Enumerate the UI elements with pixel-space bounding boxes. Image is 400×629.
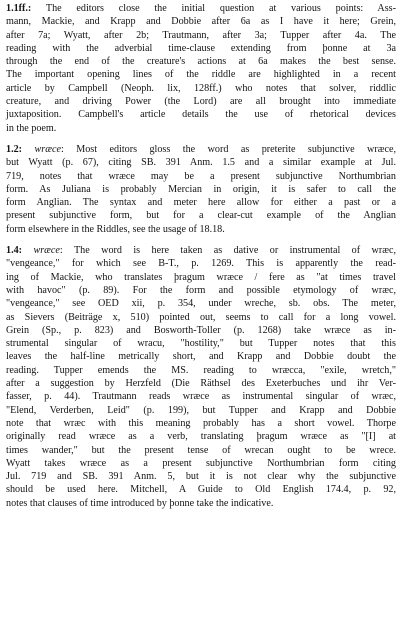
note-line: Wyatt takes wræce as a present subjunctive Northumbrian form citing <box>6 457 396 469</box>
note-line <box>6 2 396 15</box>
note-line: present subjunctive form, but for a clear-cut example of the Anglian <box>6 210 396 222</box>
note-1-1ff <box>6 2 396 135</box>
note-line: "vengeance," see OED xii, p. 354, under wreche, sb. obs. The meter, <box>6 298 396 310</box>
note-line: "Elend, Verderben, Leid" (p. 199), but Tupper and Krapp and Dobbie <box>6 404 396 416</box>
note-line: through the end of the creature's actions at 6a makes the best sense. <box>6 56 396 68</box>
note-headword: wræce <box>34 143 61 155</box>
note-line: strumental singular of wracu, "hostility," but Tupper notes that this <box>6 338 396 350</box>
note-line: after 7a; Wyatt, after 2b; Trautmann, after 3a; Tupper after 4a. The <box>6 29 396 41</box>
note-line: Jul. 719 and SB. 391 Anm. 5, but it is not clear why the subjunctive <box>6 471 396 483</box>
note-text: : The word is here taken as dative or instrumental of wræc, <box>59 245 397 257</box>
note-line: creature, and driving Power (the Lord) are all brought into immediate <box>6 96 396 108</box>
note-line: originally read wræce as a verb, translating þragum wræce as "[I] at <box>6 431 396 443</box>
note-reference: 1.4: <box>6 245 23 257</box>
note-line: note that wræc with this meaning probably has a short vowel. Thorpe <box>6 417 396 429</box>
note-line: in the poem. <box>6 122 57 134</box>
note-line: leaves the half-line metrically short, and Krapp and Dobbie doubt the <box>6 351 396 363</box>
note-line: fasser, p. 44). Trautmann reads wræce as instrumental singular of wræc, <box>6 391 396 403</box>
note-line: "vengeance," for which see B-T., p. 1269. This is apparently the read- <box>6 258 396 270</box>
note-line: after a suggestion by Herzfeld (Die Räthsel des Exeterbuches und ihr Ver- <box>6 378 396 390</box>
note-line: reading. Tupper emends the MS. reading to wræcca, "exile, wretch," <box>6 364 396 376</box>
note-line: mann, Mackie, and Krapp and Dobbie after 6a as I have it here; Grein, <box>6 16 396 28</box>
note-line: notes that clauses of time introduced by þonne take the indicative. <box>6 497 274 509</box>
note-line: times wander," but the present tense of wrecan ought to be wrece. <box>6 444 396 456</box>
note-line: form. As Juliana is probably Mercian in origin, it is safer to call the <box>6 183 396 195</box>
note-line: as Sievers (Beiträge x, 510) pointed out, seems to call for a long vowel. <box>6 311 396 323</box>
note-line: The important opening lines of the riddle are highlighted in a recent <box>6 69 396 81</box>
note-line <box>6 143 396 156</box>
note-line: 719, notes that wræce may be a present subjunctive Northumbrian <box>6 170 396 182</box>
note-line: should be used here. Mitchell, A Guide to Old English 174.4, p. 92, <box>6 484 396 496</box>
note-headword: wræce <box>33 245 60 257</box>
note-reference: 1.1ff.: <box>6 3 32 14</box>
note-line: with havoc" (p. 89). For the form and possible etymology of wræc, <box>6 284 396 296</box>
note-text: : Most editors gloss the word as preterite subjunctive wræce, <box>60 143 397 155</box>
note-line: reading with the adverbial time-clause extending from þonne at 3a <box>6 42 396 54</box>
note-line: ing of Mackie, who translates þragum wræce / fere as "at times travel <box>6 271 396 283</box>
note-line: juxtaposition. Campbell's article details the use of rhetorical devices <box>6 109 396 121</box>
note-text: The editors close the initial question at various points: Ass- <box>45 3 396 14</box>
note-line: form Anglian. The syntax and meter here allow for either a past or a <box>6 197 396 209</box>
note-line: article by Campbell (Neoph. lix, 128ff.) who notes that solver, riddlic <box>6 82 396 94</box>
note-line <box>6 244 396 257</box>
note-1-2 <box>6 143 396 236</box>
note-reference: 1.2: <box>6 143 23 155</box>
note-1-4 <box>6 244 396 510</box>
note-line: Grein (Sp., p. 823) and Bosworth-Toller (p. 1268) take wræce as in- <box>6 324 396 336</box>
note-line: form elsewhere in the Riddles, see the usage of 18.18. <box>6 223 225 235</box>
note-line: but Wyatt (p. 67), citing SB. 391 Anm. 1.5 and a similar example at Jul. <box>6 157 396 169</box>
